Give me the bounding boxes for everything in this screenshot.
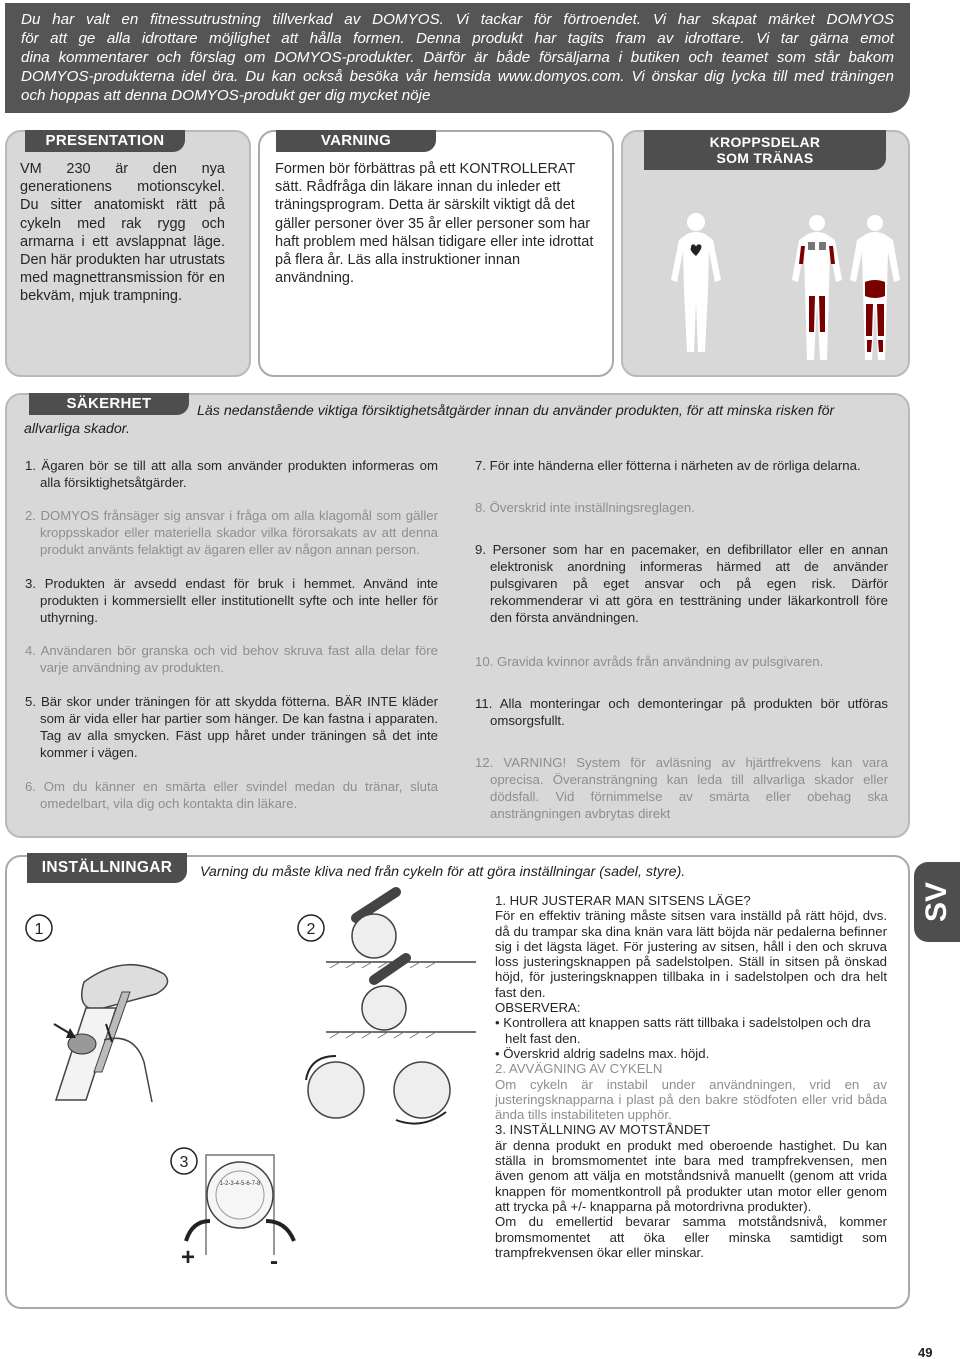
presentation-panel [5, 130, 251, 377]
body-parts-title-line: KROPPSDELAR [709, 134, 821, 150]
settings-paragraph-3: är denna produkt en produkt med oberoende hastighet. Du kan ställa in bromsmomentet inte bara med trampfrekvensen, men även genom att välja en motståndsnivå manuellt (genom att vrida knappen för momentkontroll på produkter utan motor eller genom att trycka på +/- knapparna på motordrivna produkter). [495, 1137, 887, 1214]
safety-item-12: 12. VARNING! System för avläsning av hjärtfrekvens kan vara oprecisa. Överansträngning kan leda till allvarliga skador eller dödsfall. Vid förnimmelse av smärta eller obehag ska ansträngningen avbrytas direkt [475, 755, 888, 821]
muscle-figure-back-icon [849, 212, 901, 362]
warning-title: VARNING [276, 130, 436, 152]
safety-item-5: 5. Bär skor under träningen för att skydda fötterna. BÄR INTE kläder som är vida eller har partier som hänger. De kan fastna i apparaten. Tag av alla smycken. Fäst upp håret under träningen så det inte kommer i vägen. [25, 694, 438, 760]
safety-item-1: 1. Ägaren bör se till att alla som använder produkten informeras om alla försiktighetsåtgärder. [25, 458, 438, 490]
settings-paragraph-4: Om du emellertid bevarar samma motståndsnivå, kommer bromsmomentet att öka eller minska samtidigt som trampfrekvensen ökar eller minskar. [495, 1214, 887, 1260]
safety-title: SÄKERHET [29, 393, 189, 415]
leveling-figure [296, 880, 486, 1130]
warning-panel [258, 130, 614, 377]
intro-line: och hoppas att denna DOMYOS-produkt ger dig mycket nöje [21, 87, 431, 104]
safety-item-6: 6. Om du känner en smärta eller svindel medan du tränar, sluta omedelbart, vila dig och kontakta din läkare. [25, 779, 438, 811]
settings-warning: Varning du måste kliva ned från cykeln för att göra inställningar (sadel, styre). [200, 864, 686, 880]
figure-3-label: 3 [179, 1154, 189, 1171]
settings-bullet-1: • Kontrollera att knappen satts rätt tillbaka i sadelstolpen och dra helt fast den. [495, 1015, 871, 1046]
figure-1-label: 1 [34, 921, 44, 938]
intro-line: dina kommentarer och förslag om DOMYOS-produkter. Därför är både försäljarna i butiken och teamet som står bakom [21, 49, 894, 66]
muscle-figure-front-icon [791, 212, 843, 362]
settings-title: INSTÄLLNINGAR [27, 853, 187, 883]
intro-line: Du har valt en fitnessutrustning tillverkad av DOMYOS. Vi tackar för förtroendet. Vi har skapat märket DOMYOS [21, 11, 894, 28]
seat-adjustment-figure [24, 912, 184, 1102]
page-number: 49 [918, 1345, 933, 1359]
intro-line: för att ge alla idrottare möjlighet att hålla formen. Denna produkt har tagits fram av idrottare. Vi tar gärna emot [21, 30, 894, 47]
heart-body-figure [663, 210, 729, 354]
safety-panel [5, 393, 910, 838]
settings-paragraph-1: För en effektiv träning måste sitsen vara inställd på rätt höjd, dvs. då du trampar ska dina knän vara lätt böjda när pedalerna befinner sig i det lägsta läget. För justering av sitsen, håll i den och skruva loss justeringsknappen på sadelstolpen. Ställ in sitsen på önskad höjd, för justeringsknappen tillbaka in i sadelstolpen och dra helt fast den. [495, 908, 887, 1000]
safety-item-3: 3. Produkten är avsedd endast för bruk i hemmet. Använd inte produkten i kommersiellt eller institutionellt syfte och inte heller för uthyrning. [25, 576, 438, 625]
presentation-title: PRESENTATION [25, 130, 185, 152]
settings-heading-1: 1. HUR JUSTERAR MAN SITSENS LÄGE? [495, 893, 751, 908]
safety-item-2: 2. DOMYOS frånsäger sig ansvar i fråga om alla klagomål som gäller kroppsskador eller materiella skador vilka förorsakats av att denna produkt använts felaktigt av ägaren eller av någon annan person. [25, 508, 438, 557]
presentation-text: VM 230 är den nya generationens motionscykel. Du sitter anatomiskt rätt på cykeln med rak rygg och armarna i ett avslappnat läge. Den här produkten har utrustats med magnettransmission för en bekväm, mjuk trampning. [20, 161, 225, 305]
safety-intro-a: Läs nedanstående viktiga försiktighetsåtgärder innan du använder produkten, för att minska risken för [197, 403, 835, 419]
settings-observera: OBSERVERA: [495, 1000, 581, 1016]
settings-heading-2: 2. AVVÄGNING AV CYKELN [495, 1061, 663, 1077]
knob-scale: 1-2-3-4-5-6-7-8 [219, 1181, 261, 1187]
settings-bullet-2: • Överskrid aldrig sadelns max. höjd. [495, 1045, 710, 1061]
intro-banner [5, 3, 910, 113]
language-tab-label: SV [920, 881, 953, 923]
intro-line: DOMYOS-produkterna idel öra. Du kan också besöka vår hemsida www.domyos.com. Vi önskar dig lycka till med träningen [21, 68, 894, 85]
safety-intro-b: allvarliga skador. [24, 421, 130, 437]
settings-paragraph-2: Om cykeln är instabil under användningen, vrid en av justeringsknapparna i plast på den bakre stödfoten eller vrid båda ända tills instabiliteten upphör. [495, 1076, 887, 1123]
settings-instructions [495, 893, 887, 1260]
safety-item-9: 9. Personer som har en pacemaker, en defibrillator eller en annan elektronisk anordning informeras härmed att de använder pulsgivaren på eget ansvar och på egen risk. Därför rekommenderar vi att göra en testträning under läkarkontroll före den första användningen. [475, 542, 888, 625]
warning-text: Formen bör förbättras på ett KONTROLLERAT sätt. Rådfråga din läkare innan du inleder ett träningsprogram. Detta är särskilt viktigt då det gäller personer över 35 år eller personer som har haft problem med hälsan tidigare eller inte idrottat på flera år. Läs alla instruktioner innan användning. [275, 161, 594, 287]
body-parts-title [644, 130, 886, 170]
figure-2-label: 2 [306, 921, 316, 938]
safety-item-10: 10. Gravida kvinnor avråds från användning av pulsgivaren. [475, 654, 824, 669]
body-parts-panel [621, 130, 910, 377]
resistance-knob-figure [170, 1145, 310, 1275]
safety-item-4: 4. Användaren bör granska och vid behov skruva fast alla delar före varje användning av produkten. [25, 643, 438, 675]
language-tab [914, 862, 960, 942]
plus-label: + [180, 1244, 196, 1271]
body-parts-title-line: SOM TRÄNAS [716, 150, 814, 166]
safety-item-11: 11. Alla monteringar och demonteringar på produkten bör utföras omsorgsfullt. [475, 696, 888, 728]
settings-heading-3: 3. INSTÄLLNING AV MOTSTÅNDET [495, 1122, 711, 1138]
safety-item-8: 8. Överskrid inte inställningsreglagen. [475, 500, 695, 515]
safety-item-7: 7. För inte händerna eller fötterna i närheten av de rörliga delarna. [475, 458, 861, 473]
minus-label: - [270, 1248, 278, 1275]
